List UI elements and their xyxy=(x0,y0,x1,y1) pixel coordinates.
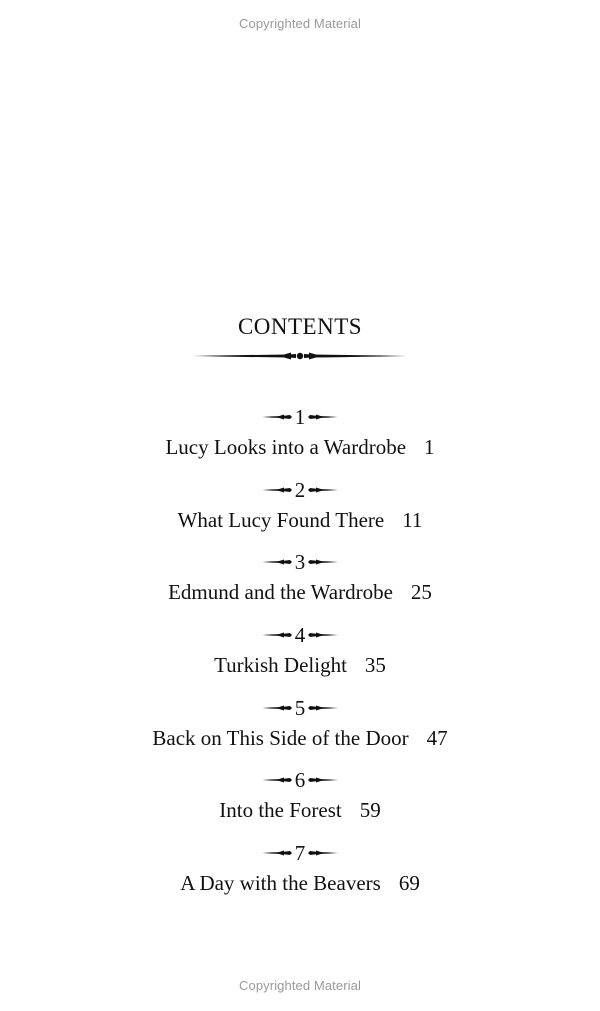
chapter-line xyxy=(0,868,600,898)
chapter-number-row xyxy=(0,477,600,503)
chapter-title: What Lucy Found There xyxy=(177,507,385,532)
ornament-right-icon xyxy=(306,848,338,858)
chapter-title: Turkish Delight xyxy=(214,653,347,678)
copyright-watermark-bottom: Copyrighted Material xyxy=(239,978,361,993)
chapter-page-number: 69 xyxy=(398,871,420,896)
chapter-line xyxy=(0,650,600,680)
chapter-title: Lucy Looks into a Wardrobe xyxy=(165,435,407,459)
chapter-line xyxy=(0,723,600,753)
ornament-left-icon xyxy=(262,703,294,713)
ornament-right-icon xyxy=(306,630,338,640)
toc-entry xyxy=(0,404,600,477)
chapter-number: 1 xyxy=(294,405,306,429)
chapter-title: A Day with the Beavers xyxy=(180,871,381,896)
chapter-title: Edmund and the Wardrobe xyxy=(168,580,393,605)
toc-entry xyxy=(0,695,600,768)
page-title: CONTENTS xyxy=(237,314,363,339)
chapter-number-row xyxy=(0,840,600,866)
copyright-watermark-top: Copyrighted Material xyxy=(239,16,361,31)
toc-entry xyxy=(0,840,600,913)
ornament-right-icon xyxy=(306,412,338,422)
chapter-number-row xyxy=(0,622,600,648)
toc-entry xyxy=(0,767,600,840)
chapter-line xyxy=(0,795,600,825)
ornament-right-icon xyxy=(306,557,338,567)
ornament-left-icon xyxy=(262,557,294,567)
ornament-left-icon xyxy=(262,775,294,785)
chapter-page-number: 25 xyxy=(410,580,432,605)
chapter-number: 2 xyxy=(294,477,306,502)
chapter-page-number: 47 xyxy=(426,725,448,750)
ornament-left-icon xyxy=(262,485,294,495)
ornament-left-icon xyxy=(262,848,294,858)
ornament-left-icon xyxy=(262,630,294,640)
toc-entry xyxy=(0,549,600,622)
chapter-number: 6 xyxy=(294,768,306,793)
chapter-number-row xyxy=(0,695,600,721)
chapter-number: 3 xyxy=(294,550,306,575)
chapter-page-number: 59 xyxy=(359,798,381,823)
chapter-line xyxy=(0,577,600,607)
ornament-right-icon xyxy=(306,775,338,785)
chapter-number: 5 xyxy=(294,695,306,720)
ornamental-rule xyxy=(193,346,407,366)
chapter-line xyxy=(0,432,600,462)
chapter-number: 4 xyxy=(294,623,306,648)
chapter-title: Into the Forest xyxy=(219,798,342,823)
table-of-contents xyxy=(0,404,600,913)
ornament-left-icon xyxy=(262,412,294,422)
chapter-number-row xyxy=(0,404,600,430)
chapter-title: Back on This Side of the Door xyxy=(152,725,409,750)
ornament-right-icon xyxy=(306,703,338,713)
chapter-page-number: 35 xyxy=(364,653,386,678)
chapter-line xyxy=(0,505,600,535)
chapter-page-number: 1 xyxy=(424,435,435,459)
chapter-page-number: 11 xyxy=(402,507,423,532)
chapter-number: 7 xyxy=(294,841,306,866)
ornament-right-icon xyxy=(306,485,338,495)
chapter-number-row xyxy=(0,767,600,793)
toc-entry xyxy=(0,477,600,550)
toc-entry xyxy=(0,622,600,695)
chapter-number-row xyxy=(0,549,600,575)
